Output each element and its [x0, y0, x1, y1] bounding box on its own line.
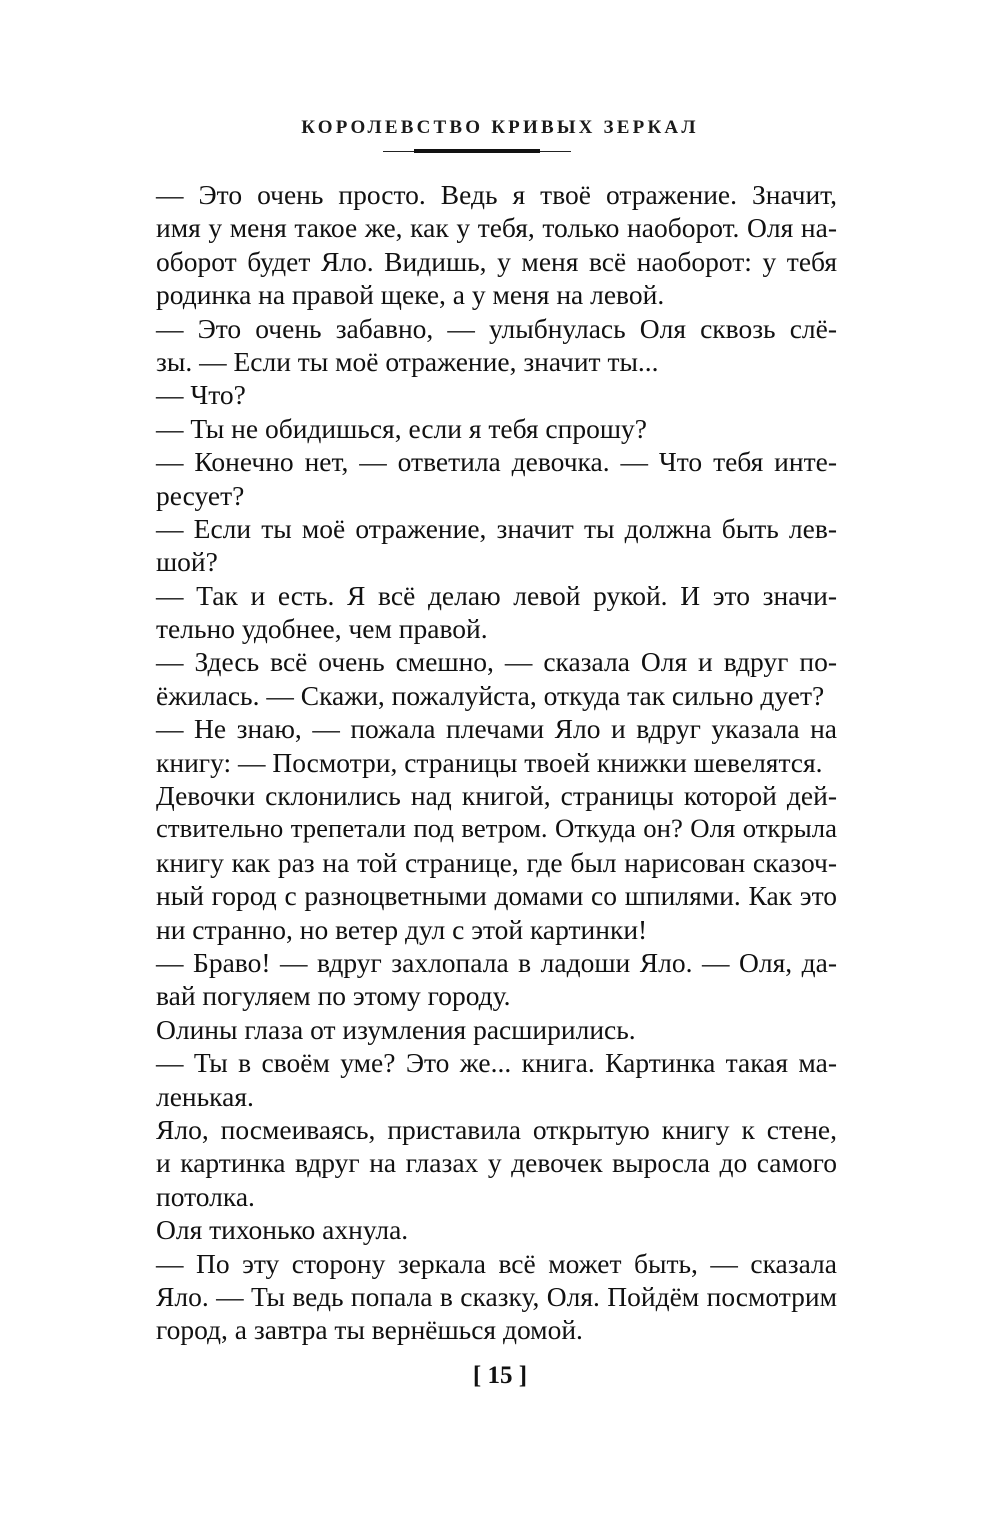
text-line: — Так и есть. Я всё делаю левой рукой. И это значи-: [156, 579, 837, 611]
text-line: потолка.: [156, 1180, 255, 1212]
text-line: — Ты не обидишься, если я тебя спрошу?: [156, 412, 647, 444]
running-title: КОРОЛЕВСТВО КРИВЫХ ЗЕРКАЛ: [301, 117, 699, 138]
text-line: тельно удобнее, чем правой.: [156, 613, 488, 645]
text-line: Олины глаза от изумления расширились.: [156, 1013, 636, 1045]
text-line: ствительно трепетали под ветром. Откуда он? Оля открыла: [156, 813, 837, 844]
text-line: — Это очень забавно, — улыбнулась Оля сквозь слё-: [156, 312, 837, 344]
text-line: — По эту сторону зеркала всё может быть, — сказала: [156, 1247, 837, 1279]
text-line: Яло, посмеиваясь, приставила открытую книгу к стене,: [156, 1113, 837, 1145]
text-line: — Что?: [156, 379, 246, 411]
text-line: город, а завтра ты вернёшься домой.: [156, 1314, 583, 1346]
text-line: ленькая.: [156, 1080, 254, 1112]
header-rule-accent: [414, 149, 540, 153]
text-line: Яло. — Ты ведь попала в сказку, Оля. Пойдём посмотрим: [156, 1280, 837, 1312]
text-line: шой?: [156, 546, 218, 578]
text-line: ный город с разноцветными домами со шпилями. Как это: [156, 880, 837, 912]
text-line: — Браво! — вдруг захлопала в ладоши Яло. — Оля, да-: [156, 946, 837, 978]
text-line: ёжилась. — Скажи, пожалуйста, откуда так сильно дует?: [156, 679, 825, 711]
text-line: Оля тихонько ахнула.: [156, 1214, 409, 1246]
text-line: — Не знаю, — пожала плечами Яло и вдруг указала на: [156, 713, 837, 745]
text-line: — Здесь всё очень смешно, — сказала Оля и вдруг по-: [156, 646, 837, 678]
body-text: [156, 178, 837, 1347]
text-line: и картинка вдруг на глазах у девочек выросла до самого: [156, 1147, 837, 1179]
text-line: родинка на правой щеке, а у меня на левой.: [156, 279, 665, 311]
page-number: [ 15 ]: [472, 1362, 528, 1389]
text-line: вай погуляем по этому городу.: [156, 980, 511, 1012]
text-line: имя у меня такое же, как у тебя, только наоборот. Оля на-: [156, 212, 837, 244]
text-line: — Ты в своём уме? Это же... книга. Картинка такая ма-: [156, 1047, 837, 1079]
text-line: Девочки склонились над книгой, страницы которой дей-: [156, 780, 837, 812]
text-line: книгу как раз на той странице, где был нарисован сказоч-: [156, 846, 837, 878]
text-line: — Конечно нет, — ответила девочка. — Что тебя инте-: [156, 446, 837, 478]
text-line: — Если ты моё отражение, значит ты должна быть лев-: [156, 512, 837, 544]
text-line: книгу: — Посмотри, страницы твоей книжки шевелятся.: [156, 746, 823, 778]
text-line: — Это очень просто. Ведь я твоё отражение. Значит,: [156, 179, 837, 210]
text-line: ни странно, но ветер дул с этой картинки!: [156, 913, 648, 945]
text-line: зы. — Если ты моё отражение, значит ты...: [156, 345, 659, 377]
text-line: оборот будет Яло. Видишь, у меня всё наоборот: у тебя: [156, 245, 837, 277]
text-line: ресует?: [156, 479, 245, 511]
